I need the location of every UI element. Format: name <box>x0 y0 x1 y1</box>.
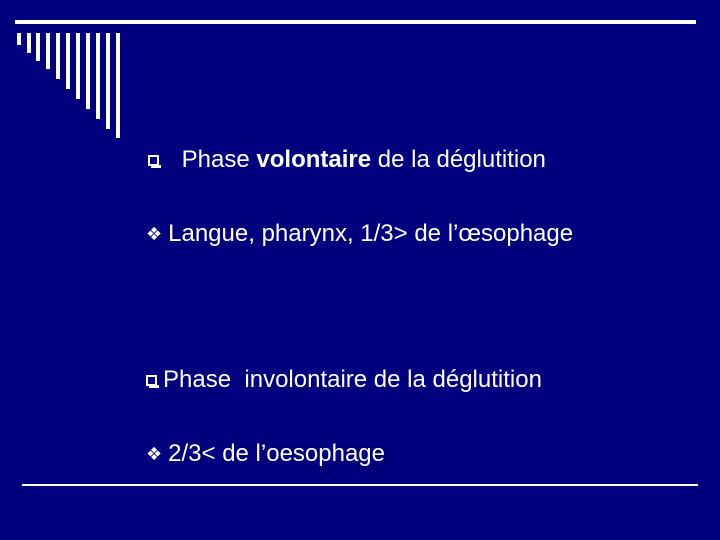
bullet-line-2 <box>146 220 573 248</box>
line-1-bold: volontaire <box>256 146 372 173</box>
line-1-post: de la déglutition <box>371 146 546 173</box>
bullet-line-1 <box>148 146 546 174</box>
bullet-line-4 <box>146 440 385 468</box>
line-4-text: 2/3< de l’oesophage <box>168 440 385 467</box>
diamond-bullet-icon: ❖ <box>146 444 163 464</box>
square-bullet-icon <box>146 375 157 386</box>
diamond-bullet-icon: ❖ <box>146 224 163 244</box>
line-3-text: Phase involontaire de la déglutition <box>163 366 542 393</box>
decorative-bars <box>0 0 130 160</box>
bottom-rule <box>22 484 698 486</box>
line-1-pre: Phase <box>181 146 257 173</box>
bullet-line-3 <box>146 366 542 394</box>
line-2-text: Langue, pharynx, 1/3> de l’œsophage <box>168 220 574 247</box>
square-bullet-icon <box>148 155 159 166</box>
